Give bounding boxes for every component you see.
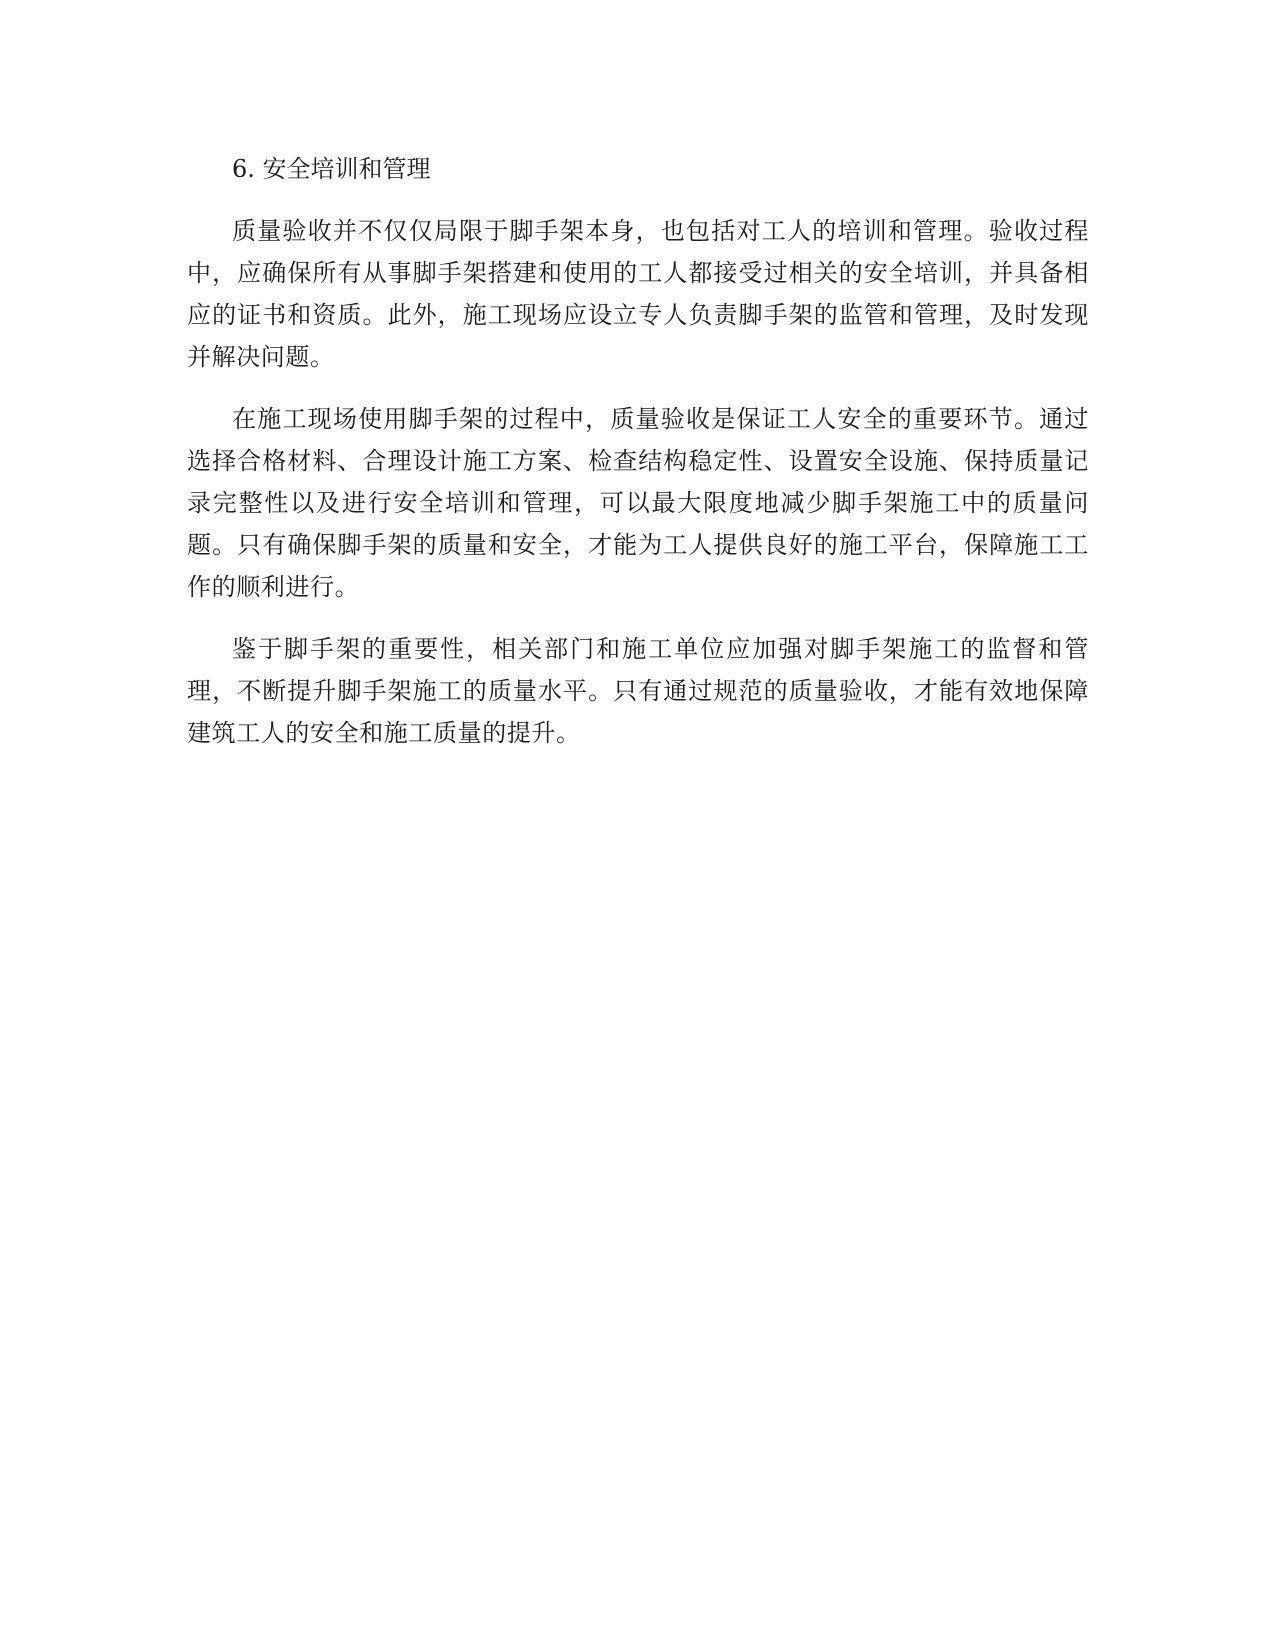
- section-heading: 6. 安全培训和管理: [232, 155, 431, 183]
- paragraph-quality-acceptance-summary: 在施工现场使用脚手架的过程中，质量验收是保证工人安全的重要环节。通过选择合格材料、合理设计施工方案、检查结构稳定性、设置安全设施、保持质量记录完整性以及进行安全培训和管理，可以最大限度地减少脚手架施工中的质量问题。只有确保脚手架的质量和安全，才能为工人提供良好的施工平台，保障施工工作的顺利进行。: [187, 405, 1089, 601]
- paragraph-training-management: 质量验收并不仅仅局限于脚手架本身，也包括对工人的培训和管理。验收过程中，应确保所有从事脚手架搭建和使用的工人都接受过相关的安全培训，并具备相应的证书和资质。此外，施工现场应设立专人负责脚手架的监管和管理，及时发现并解决问题。: [187, 217, 1089, 371]
- document-body: [187, 148, 1089, 774]
- paragraph-conclusion: 鉴于脚手架的重要性，相关部门和施工单位应加强对脚手架施工的监督和管理，不断提升脚手架施工的质量水平。只有通过规范的质量验收，才能有效地保障建筑工人的安全和施工质量的提升。: [187, 635, 1089, 747]
